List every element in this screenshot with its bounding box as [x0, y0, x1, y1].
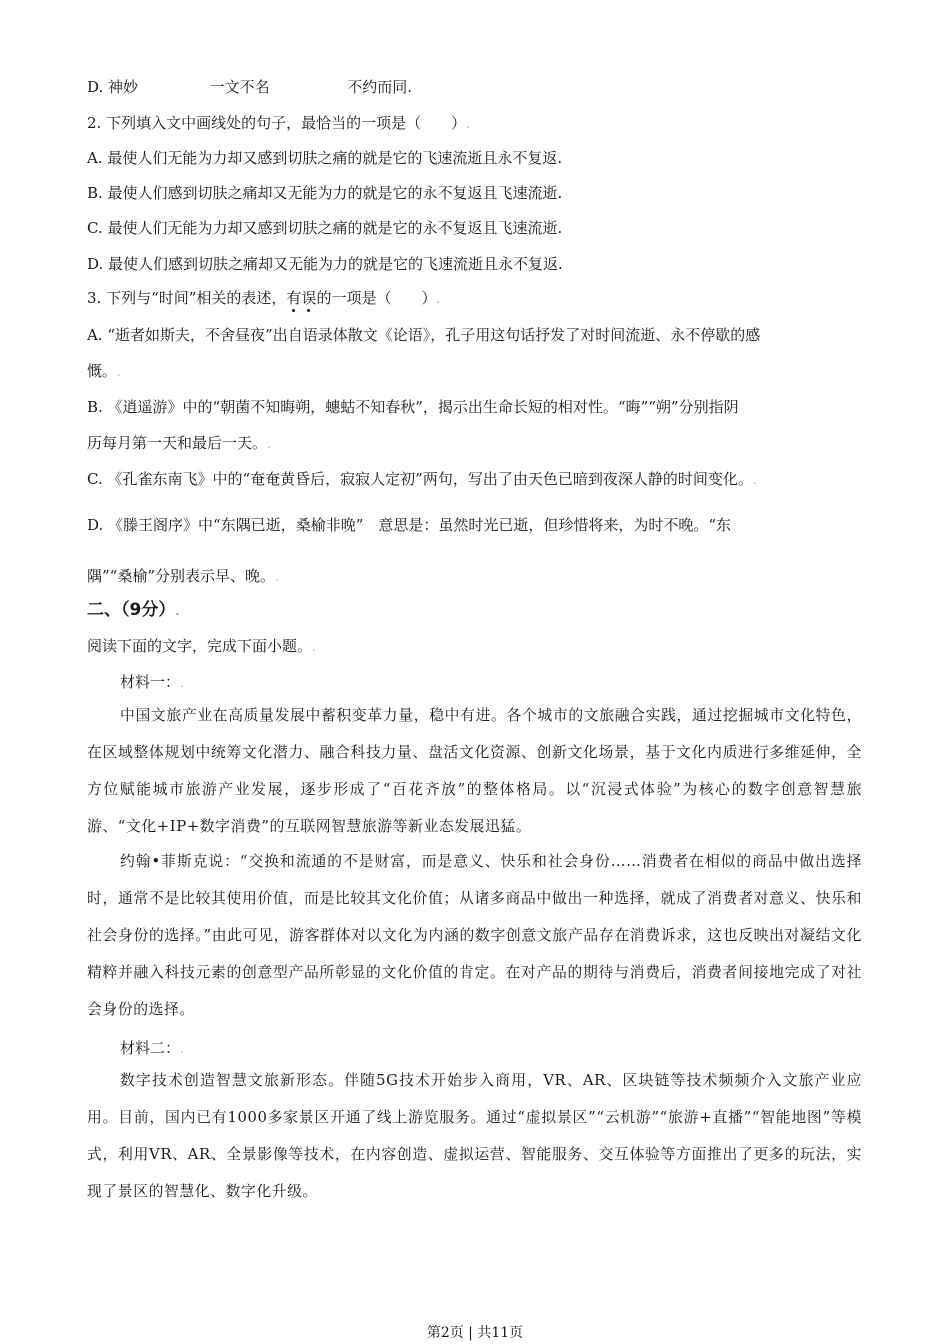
material-2-paragraph-1: 数字技术创造智慧文旅新形态。伴随5G技术开始步入商用，VR、AR、区块链等技术频频介入文旅产业应用。目前，国内已有1000多家景区开通了线上游览服务。通过“虚拟景区”“云机游”“旅游+直播”“智能地图”等模式，利用VR、AR、全景影像等技术，在内容创造、虚拟运营、智能服务、交互体验等方面推出了更多的玩法，实现了景区的智慧化、数字化升级。: [87, 1072, 862, 1200]
question-3-option-d-line1: D. 《滕王阁序》中“东隅已逝，桑榆非晚” 意思是：虽然时光已逝，但珍惜将来，为时不晚。“东: [87, 516, 732, 534]
word-3: 不约而同.: [347, 78, 412, 96]
question-3-option-d-line2: 隅”“桑榆”分别表示早、晚。.: [87, 567, 279, 585]
question-3-option-b-line2: 历每月第一天和最后一天。.: [87, 434, 271, 452]
option-label: D.: [87, 78, 104, 96]
question-2-option-a: A. 最使人们无能为力却又感到切肤之痛的就是它的飞速流逝且永不复返.: [87, 149, 563, 167]
question-2-option-d: D. 最使人们感到切肤之痛却又无能为力的就是它的飞速流逝且永不复返.: [87, 255, 563, 273]
word-2: 一文不名: [209, 78, 270, 96]
question-3-option-a-line1: A. “逝者如斯夫，不舍昼夜”出自语录体散文《论语》，孔子用这句话抒发了对时间流逝、永不停歇的感: [87, 326, 761, 344]
question-2-option-c: C. 最使人们无能为力却又感到切肤之痛的就是它的永不复返且飞速流逝.: [87, 219, 563, 237]
material-1-label: 材料一：.: [120, 673, 184, 691]
material-2-label: 材料二：.: [120, 1039, 184, 1057]
word-1: 神妙: [108, 78, 139, 96]
page-footer: 第2页 | 共11页: [426, 1325, 524, 1341]
question-3-option-c-line1: C. 《孔雀东南飞》中的“奄奄黄昏后，寂寂人定初”两句，写出了由天色已暗到夜深人静的时间变化。.: [87, 470, 757, 488]
question-2-option-b: B. 最使人们感到切肤之痛却又无能为力的就是它的永不复返且飞速流逝.: [87, 184, 563, 202]
question-3-option-b-line1: B. 《逍遥游》中的“朝菌不知晦朔，蟪蛄不知春秋”，揭示出生命长短的相对性。“晦”“朔”分别指阴: [87, 398, 739, 416]
emphasis-char: 误: [301, 289, 317, 307]
emphasis-char: 有: [286, 289, 302, 307]
section-2-instruction: 阅读下面的文字，完成下面小题。.: [87, 637, 316, 655]
q1-option-d: [87, 77, 412, 97]
question-3-stem: 3. 下列与“时间”相关的表述，有误的一项是（ ）.: [87, 289, 440, 307]
material-1-paragraph-1: 中国文旅产业在高质量发展中蓄积变革力量，稳中有进。各个城市的文旅融合实践，通过挖掘城市文化特色，在区域整体规划中统筹文化潜力、融合科技力量、盘活文化资源、创新文化场景，基于文化内质进行多维延伸，全方位赋能城市旅游产业发展，逐步形成了“百花齐放”的整体格局。以“沉浸式体验”为核心的数字创意智慧旅游、“文化+IP+数字消费”的互联网智慧旅游等新业态发展迅猛。: [87, 707, 862, 835]
question-2-stem: 2. 下列填入文中画线处的句子，最恰当的一项是（ ）.: [87, 114, 470, 132]
material-1-paragraph-2: 约翰•菲斯克说：“交换和流通的不是财富，而是意义、快乐和社会身份……消费者在相似的商品中做出选择时，通常不是比较其使用价值，而是比较其文化价值；从诸多商品中做出一种选择，就成了消费者对意义、快乐和社会身份的选择。”由此可见，游客群体对以文化为内涵的数字创意文旅产品存在消费诉求，这也反映出对凝结文化精粹并融入科技元素的创意型产品所彰显的文化价值的肯定。在对产品的期待与消费后，消费者间接地完成了对社会身份的选择。: [87, 853, 862, 1018]
section-2-title: 二、（9分）.: [87, 600, 180, 620]
question-3-option-a-line2: 慨。.: [87, 362, 121, 380]
